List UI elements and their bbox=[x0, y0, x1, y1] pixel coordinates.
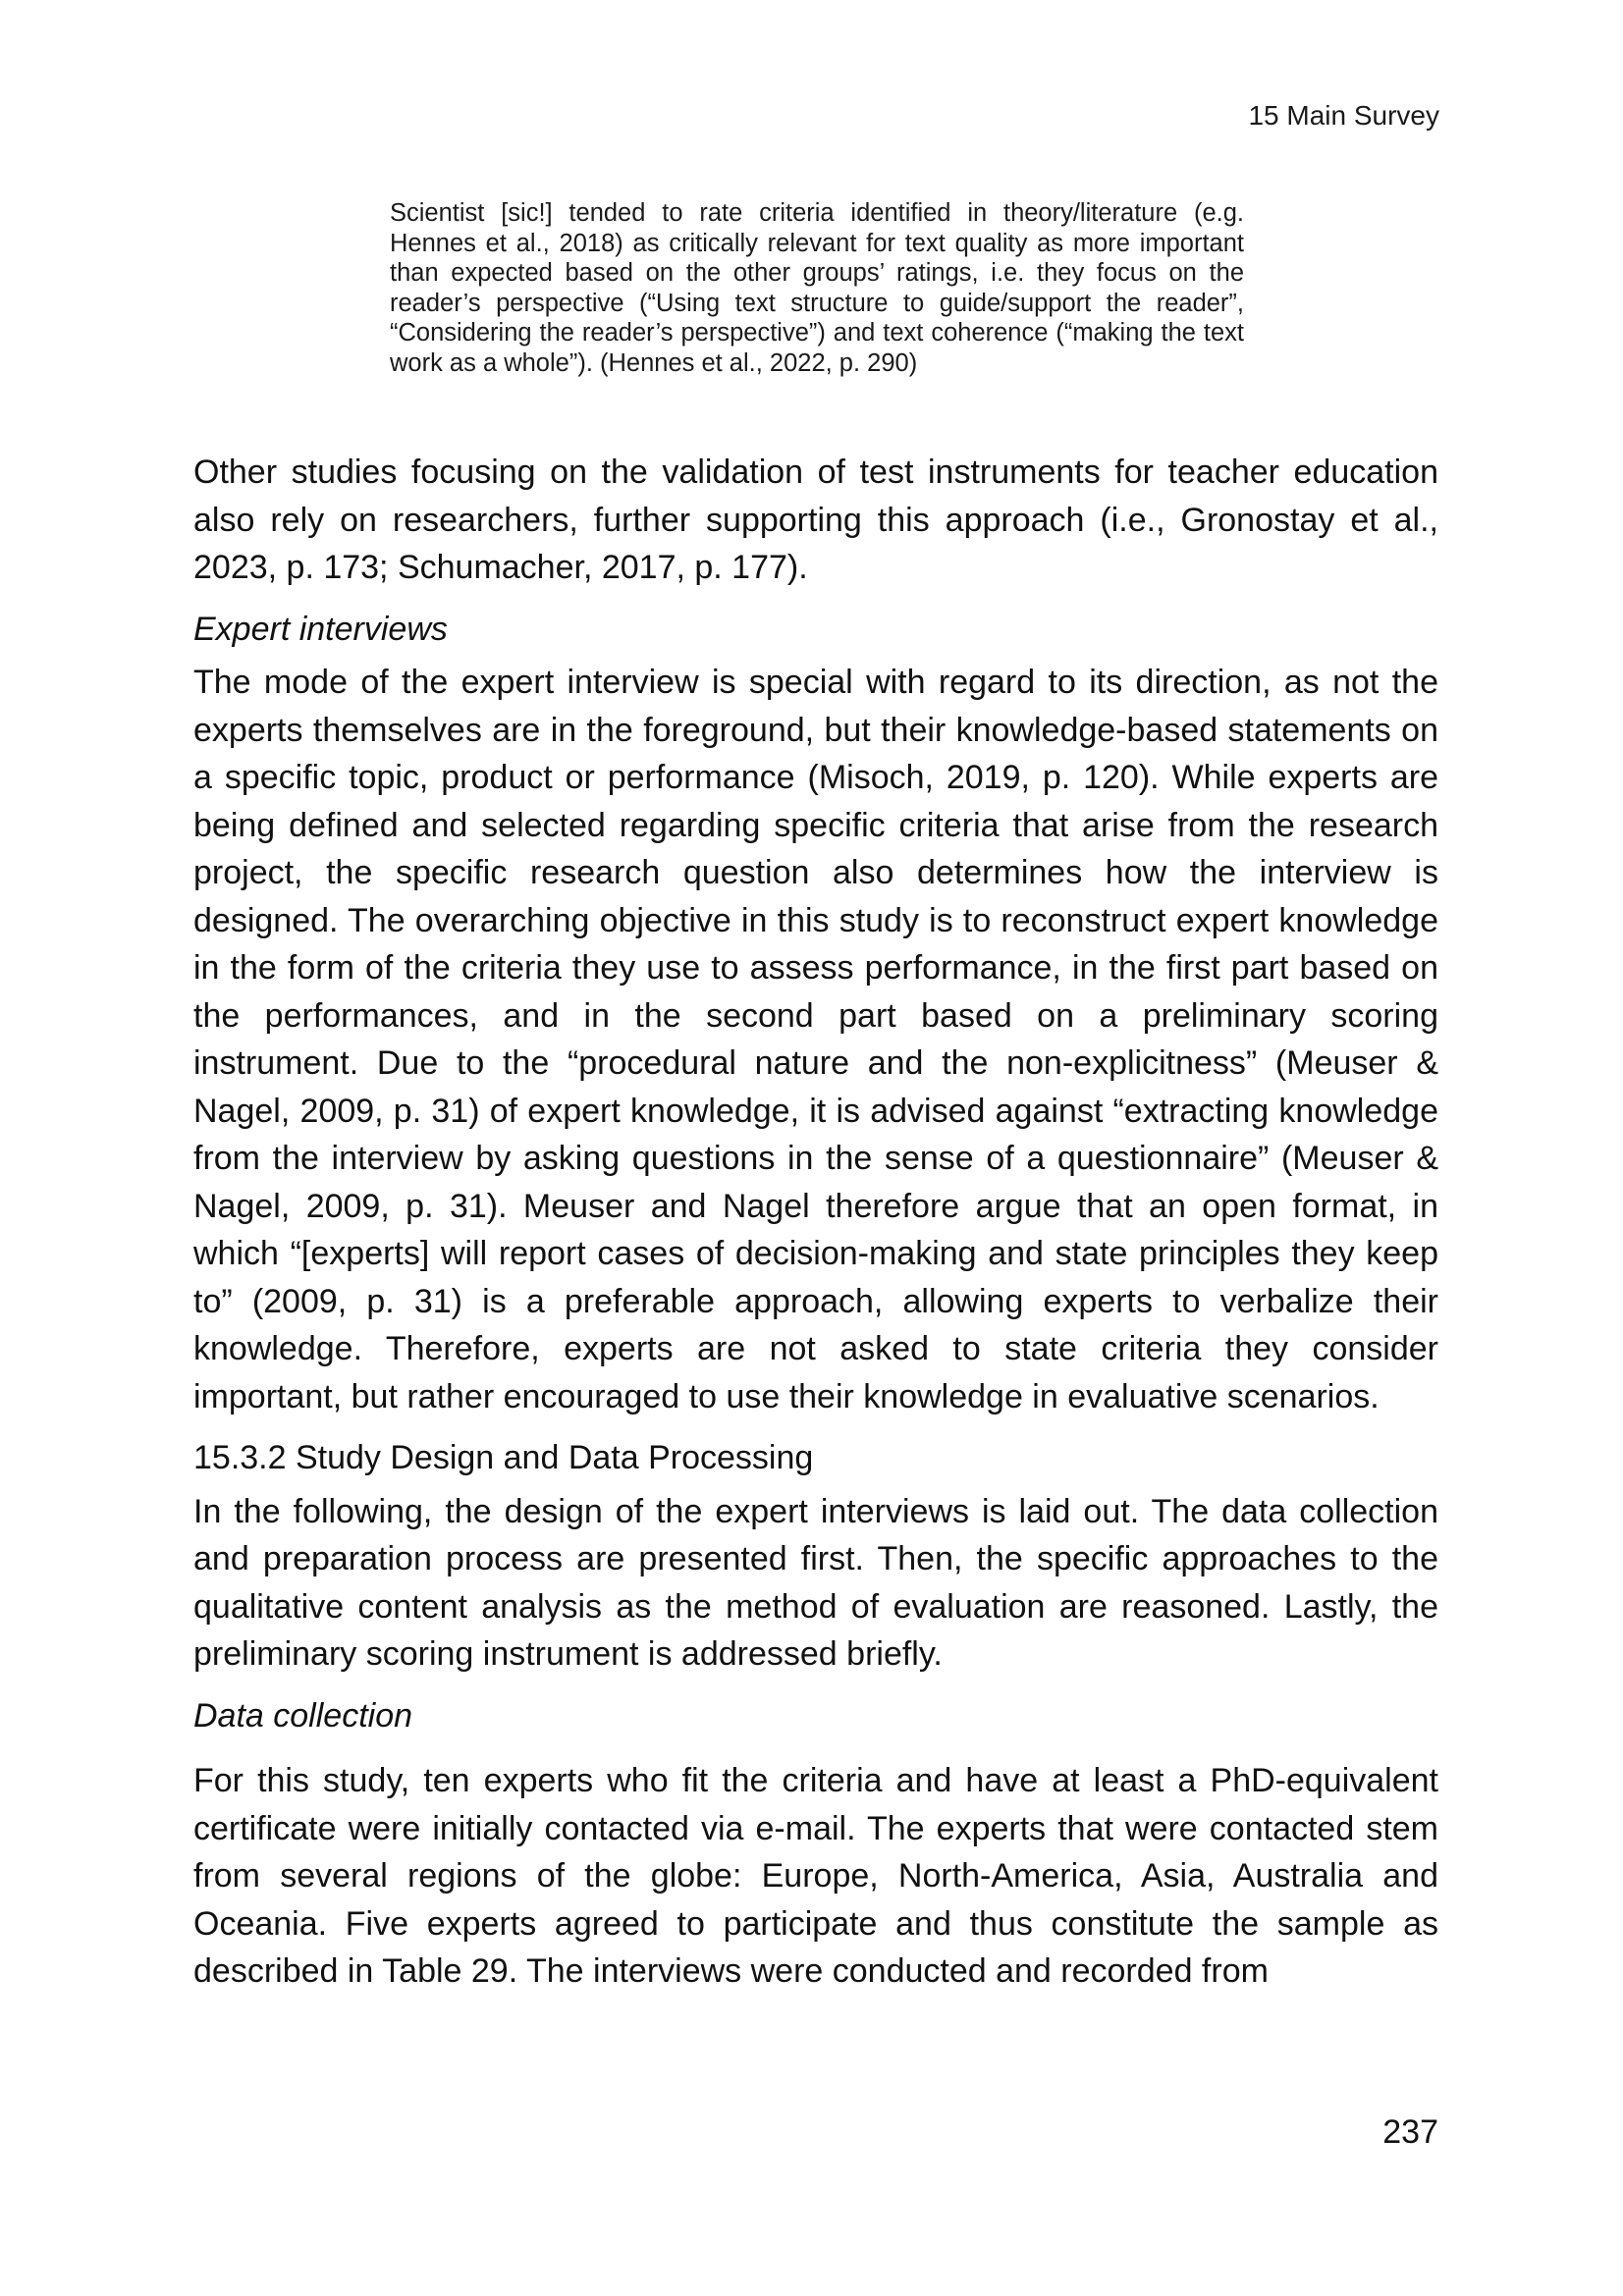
running-header: 15 Main Survey bbox=[1248, 100, 1439, 131]
paragraph-expert-interview-mode: The mode of the expert interview is special with regard to its direction, as not the experts themselves are in the foreground, but their knowledge-based statements on a specific topic, product or performance (Misoch, 2019, p. 120). While experts are being defined and selected regarding specific criteria that arise from the research project, the specific research question also determines how the interview is designed. The overarching objective in this study is to reconstruct expert knowledge in the form of the criteria they use to assess performance, in the first part based on the performances, and in the second part based on a preliminary scoring instrument. Due to the “procedural nature and the non-explicitness” (Meuser & Nagel, 2009, p. 31) of expert knowledge, it is advised against “extracting knowledge from the interview by asking questions in the sense of a questionnaire” (Meuser & Nagel, 2009, p. 31). Meuser and Nagel therefore argue that an open format, in which “[experts] will report cases of decision-making and state principles they keep to” (2009, p. 31) is a preferable approach, allowing experts to verbalize their knowledge. Therefore, experts are not asked to state criteria they consider important, but rather encouraged to use their knowledge in evaluative scenarios. bbox=[193, 664, 1438, 1415]
paragraph-study-design-intro: In the following, the design of the expert interviews is laid out. The data collection and preparation process are presented first. Then, the specific approaches to the qualitative content analysis as the method of evaluation are reasoned. Lastly, the preliminary scoring instrument is addressed briefly. bbox=[193, 1492, 1438, 1673]
main-text bbox=[193, 449, 1438, 1996]
page-number: 237 bbox=[1382, 2113, 1438, 2151]
heading-expert-interviews: Expert interviews bbox=[193, 610, 448, 648]
section-heading-study-design: 15.3.2 Study Design and Data Processing bbox=[193, 1439, 814, 1476]
paragraph-data-collection: For this study, ten experts who fit the criteria and have at least a PhD-equivalent certificate were initially contacted via e-mail. The experts that were contacted stem from several regions of the globe: Europe, North-America, Asia, Australia and Oceania. Five experts agreed to participate and thus constitute the sample as described in Table 29. The interviews were conducted and recorded from bbox=[193, 1762, 1438, 1990]
heading-data-collection: Data collection bbox=[193, 1696, 413, 1735]
block-quote: Scientist [sic!] tended to rate criteria identified in theory/literature (e.g. Hennes et al., 2018) as critically relevant for text quality as more important than expected based on the other groups’ ratings, i.e. they focus on the reader’s perspective (“Using text structure to guide/support the reader”, “Considering the reader’s perspective”) and text coherence (“making the text work as a whole”). (Hennes et al., 2022, p. 290) bbox=[390, 199, 1244, 377]
paragraph-validation-studies: Other studies focusing on the validation of test instruments for teacher education also rely on researchers, further supporting this approach (i.e., Gronostay et al., 2023, p. 173; Schumacher, 2017, p. 177). bbox=[193, 454, 1438, 586]
